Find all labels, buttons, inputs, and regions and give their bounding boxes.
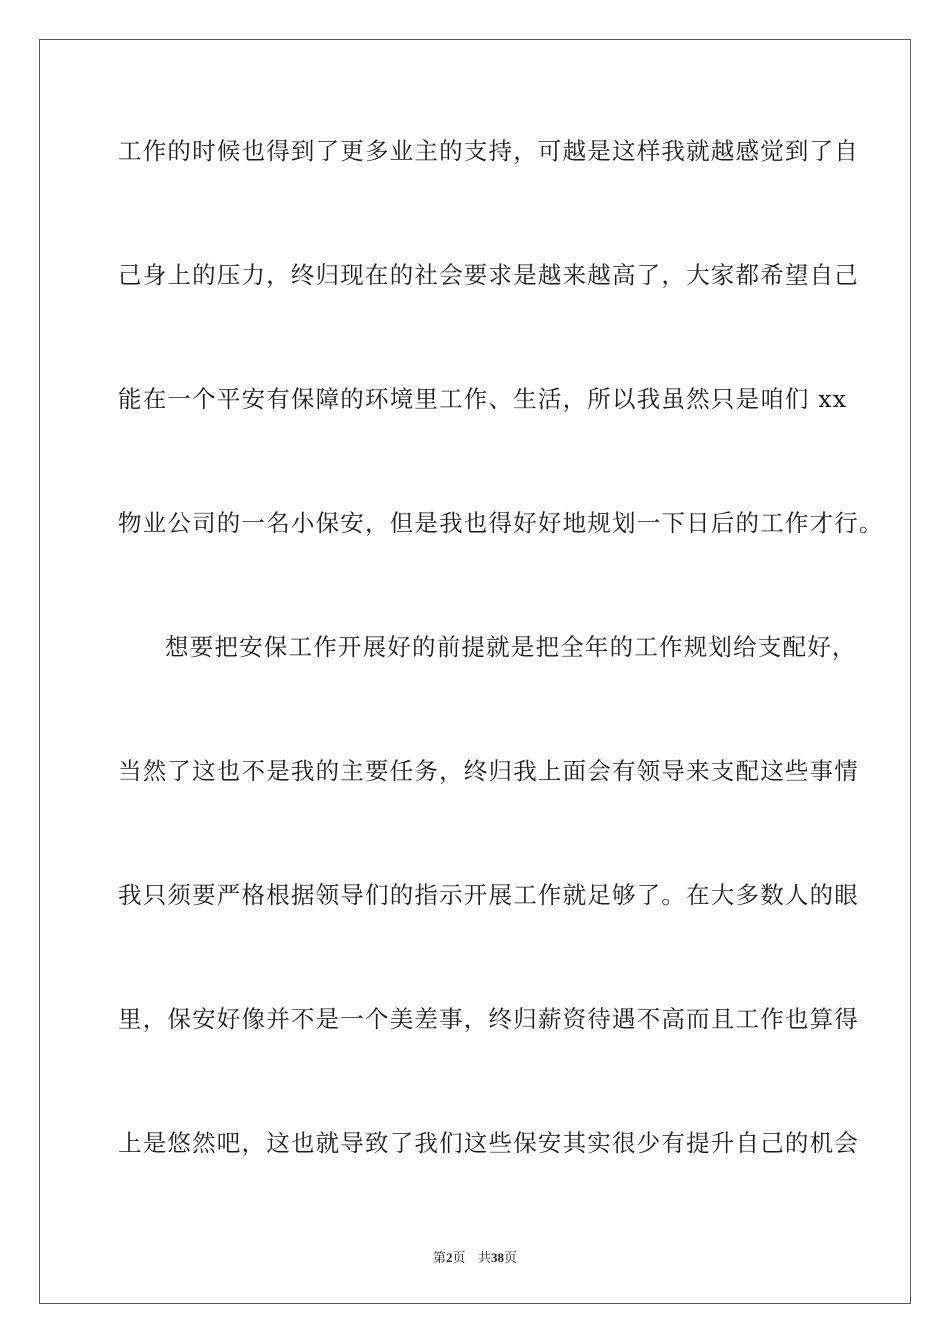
page-footer bbox=[0, 1247, 950, 1266]
page-prefix: 第 bbox=[433, 1251, 447, 1266]
paragraph-start-line: 想要把安保工作开展好的前提就是把全年的工作规划给支配好， bbox=[165, 633, 857, 661]
text-line-1: 工作的时候也得到了更多业主的支持，可越是这样我就越感觉到了自 bbox=[118, 137, 859, 165]
text-line-6: 当然了这也不是我的主要任务，终归我上面会有领导来支配这些事情 bbox=[118, 757, 859, 785]
text-line-9: 上是悠然吧，这也就导致了我们这些保安其实很少有提升自己的机会 bbox=[118, 1129, 859, 1157]
page-number: 2 bbox=[446, 1250, 453, 1265]
page-suffix: 页 bbox=[452, 1251, 466, 1266]
text-line-8: 里，保安好像并不是一个美差事，终归薪资待遇不高而且工作也算得 bbox=[118, 1005, 859, 1033]
page-border bbox=[39, 39, 911, 1304]
text-line-4: 物业公司的一名小保安，但是我也得好好地规划一下日后的工作才行。 bbox=[118, 509, 884, 537]
total-suffix: 页 bbox=[503, 1251, 517, 1266]
text-line-2: 己身上的压力，终归现在的社会要求是越来越高了，大家都希望自己 bbox=[118, 261, 859, 289]
total-pages: 38 bbox=[490, 1250, 504, 1265]
total-prefix: 共 bbox=[477, 1251, 491, 1266]
text-line-7: 我只须要严格根据领导们的指示开展工作就足够了。在大多数人的眼 bbox=[118, 881, 859, 909]
text-line-3: 能在一个平安有保障的环境里工作、生活，所以我虽然只是咱们 xx bbox=[118, 385, 848, 413]
